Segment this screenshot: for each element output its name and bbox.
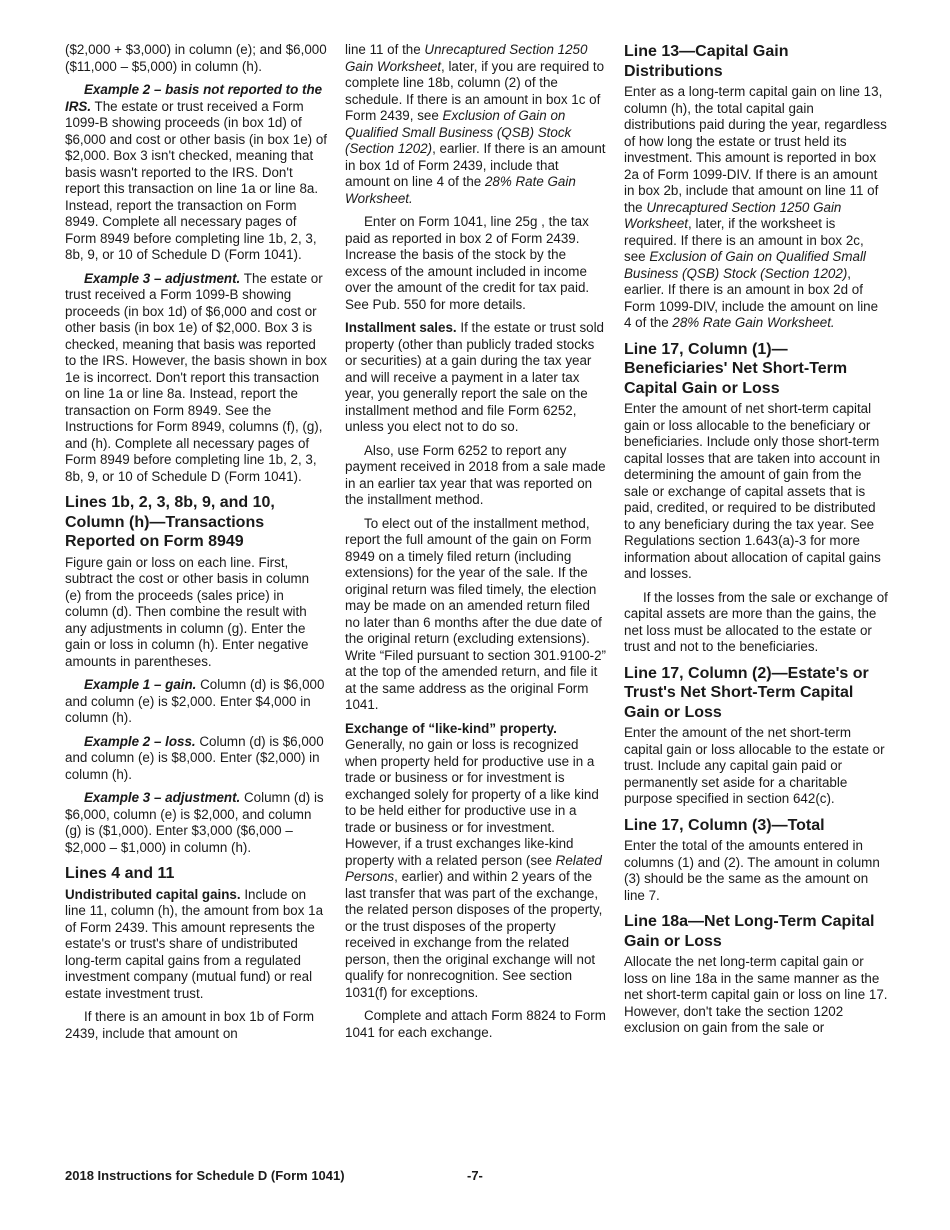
paragraph-line-18a: Allocate the net long-term capital gain or loss on line 18a in the same manner as the net short-term capital gain or loss on line 17. However, don't take the section 1202 exclusion on gain from the sale or: [624, 954, 888, 1035]
heading-line-18a: Line 18a—Net Long-Term Capital Gain or Loss: [624, 913, 875, 950]
example-label: Example 1 – gain.: [84, 677, 197, 692]
italic-reference: 28% Rate Gain Worksheet.: [672, 315, 835, 330]
column-2: [345, 42, 607, 1048]
text: , earlier) and within 2 years of the last transfer that was part of the exchange, the related person disposes of the property, or the trust disposes of the property received in exchange from the related person, then the original exchange will not qualify for nonrecognition. See section 1031(f) for exceptions.: [345, 869, 603, 1000]
text: Enter as a long-term capital gain on line 13, column (h), the total capital gain distributions paid during the year, regardless of how long the estate or trust held its investment. This amount is reported in box 2a of Form 1099-DIV. If there is an amount in box 2b, include that amount on line 11 of the: [624, 84, 887, 215]
paragraph-like-kind: [345, 721, 607, 1002]
paragraph-line-25g: Enter on Form 1041, line 25g , the tax paid as reported in box 2 of Form 2439. Increase the basis of the stock by the excess of the amount included in income over the amount of the credit for tax paid. See Pub. 550 for more details.: [345, 214, 590, 312]
example-3-adjustment-column: [65, 790, 329, 856]
example-label: Example 3 – adjustment.: [84, 790, 241, 805]
column-1: [65, 42, 329, 1049]
italic-reference: Related Persons: [345, 852, 602, 884]
paragraph-elect-out: To elect out of the installment method, report the full amount of the gain on Form 8949 on a timely filed return (including extensions) for the year of the sale. If the original return was filed timely, the election may be made on an amended return filed no later than 6 months after the due date of the original return (excluding extensions). Write “Filed pursuant to section 301.9100-2” at the top of the amended return, and file it at the same address as the original Form 1041.: [345, 515, 607, 712]
text: , later, if the worksheet is required. If there is an amount in box 2c, see: [624, 216, 864, 264]
example-text: Column (d) is $6,000, column (e) is $2,000, and column (g) is ($1,000). Enter $3,000 ($6,000 – $2,000 – $1,000) in column (h).: [65, 790, 324, 855]
italic-reference: Exclusion of Gain on Qualified Small Business (QSB) Stock (Section 1202): [624, 249, 866, 281]
example-text: Column (d) is $6,000 and column (e) is $2,000. Enter $4,000 in column (h).: [65, 677, 325, 725]
example-2-loss: [65, 734, 329, 784]
paragraph-line-13: [624, 84, 888, 332]
paragraph-text: If the estate or trust sold property (other than publicly traded stocks or securities) at a gain during the tax year and will receive a payment in a later tax year, you generally report the sale on the installment method and file Form 6252, unless you elect not to do so.: [345, 320, 605, 434]
example-text: The estate or trust received a Form 1099-B showing proceeds (in box 1d) of $6,000 and cost or other basis (in box 1e) of $2,000. Box 3 isn't checked, meaning that basis wasn't reported to the IRS. Don't report this transaction on line 1a or line 8a. Instead, report the transaction on Form 8949. Complete all necessary pages of Form 8949 before completing line 1b, 2, 3, 8b, 9, or 10 of Schedule D (Form 1041).: [65, 98, 328, 262]
text: , earlier. If there is an amount in box 2d of Form 1099-DIV, include the amount on line 4 of the: [624, 265, 879, 330]
example-1-gain: [65, 677, 329, 727]
paragraph-losses: If the losses from the sale or exchange of capital assets are more than the gains, the net loss must be allocated to the estate or trust and not to the beneficiaries.: [624, 589, 888, 654]
example-3-adjustment: [65, 271, 329, 486]
heading-line-17-column-3: Line 17, Column (3)—Total: [624, 816, 825, 834]
paragraph-figure-gain-loss: Figure gain or loss on each line. First, subtract the cost or other basis in column (e) from the proceeds (sales price) in column (d). Then combine the result with any adjustments in column (g). Enter the gain or loss in column (h). Enter negative amounts in parentheses.: [65, 554, 310, 669]
italic-reference: Exclusion of Gain on Qualified Small Business (QSB) Stock (Section 1202): [345, 108, 572, 156]
text: Generally, no gain or loss is recognized when property held for productive use in a trade or business or for investment is exchanged solely for property of a like kind to be held either for productive use in a trade or business or for investment. However, if a trust exchanges like-kind property with a related person (see: [345, 737, 599, 868]
paragraph-text: Include on line 11, column (h), the amount from box 1a of Form 2439. This amount represents the estate's or trust's share of undistributed long-term capital gains from a regulated investment company (mutual fund) or real estate investment trust.: [65, 886, 324, 1001]
paragraph-undistributed-gains: [65, 887, 329, 1003]
page-number: -7-: [467, 1168, 483, 1183]
paragraph-box-1b: If there is an amount in box 1b of Form 2439, include that amount on: [65, 1009, 314, 1041]
example-label: Example 3 – adjustment.: [84, 270, 241, 286]
paragraph-installment-sales: [345, 320, 607, 436]
paragraph-continuation: ($2,000 + $3,000) in column (e); and $6,000 ($11,000 – $5,000) in column (h).: [65, 42, 327, 74]
footer-title: 2018 Instructions for Schedule D (Form 1041): [65, 1168, 345, 1183]
text: , earlier. If there is an amount in box 1d of Form 2439, include that amount on line 4 of the: [345, 141, 606, 189]
italic-reference: Unrecaptured Section 1250 Gain Worksheet: [624, 199, 842, 231]
example-text: Column (d) is $6,000 and column (e) is $8,000. Enter ($2,000) in column (h).: [65, 733, 324, 782]
text: line 11 of the: [345, 42, 425, 57]
heading-line-17-column-2: Line 17, Column (2)—Estate's or Trust's Net Short-Term Capital Gain or Loss: [624, 664, 869, 721]
example-text: The estate or trust received a Form 1099-B showing proceeds (in box 1d) of $6,000 and cost or other basis (in box 1e) of $2,000. Box 3 is checked, meaning that basis was reported to the IRS. However, the basis shown in box 1e is incorrect. Don't report this transaction on line 1a or line 8a. Instead, report the transaction on Form 8949. See the Instructions for Form 8949, columns (f), (g), and (h). Complete all necessary pages of Form 8949 before completing line 1b, 2, 3, 8b, 9, or 10 of Schedule D (Form 1041).: [65, 270, 327, 484]
paragraph-form-8824: Complete and attach Form 8824 to Form 1041 for each exchange.: [345, 1008, 606, 1040]
run-in-heading: Installment sales.: [345, 320, 457, 335]
heading-lines-4-and-11: Lines 4 and 11: [65, 865, 175, 882]
column-3: [624, 42, 888, 1044]
italic-reference: 28% Rate Gain Worksheet.: [345, 174, 576, 206]
text: , later, if you are required to complete line 18b, column (2) of the schedule. If there is an amount in box 1c of Form 2439, see: [345, 58, 605, 123]
example-label: Example 2 – basis not reported to the IRS.: [65, 82, 323, 114]
paragraph-line-17-column-2: Enter the amount of the net short-term capital gain or loss allocable to the estate or trust. Include any capital gain paid or permanently set aside for a charitable purpose specified in section 642(c).: [624, 725, 885, 806]
heading-line-13: Line 13—Capital Gain Distributions: [624, 43, 789, 80]
run-in-heading: Undistributed capital gains.: [65, 886, 241, 902]
paragraph-line-17-column-1: Enter the amount of net short-term capital gain or loss allocable to the beneficiary or beneficiaries. Include only those short-term capital losses that are taken into account in determining the amount of gain from the sale or exchange of capital assets that is paid, credited, or required to be distributed to any beneficiary during the tax year. See Regulations section 1.643(a)-3 for more information about allocation of capital gains and losses.: [624, 401, 881, 581]
example-label: Example 2 – loss.: [84, 733, 196, 749]
heading-lines-1b-transactions: Lines 1b, 2, 3, 8b, 9, and 10, Column (h)—Transactions Reported on Form 8949: [65, 494, 275, 550]
example-2-basis-not-reported: [65, 82, 329, 264]
paragraph-form-6252: Also, use Form 6252 to report any payment received in 2018 from a sale made in an earlier tax year that was reported on the installment method.: [345, 442, 606, 507]
heading-line-17-column-1: Line 17, Column (1)—Beneficiaries' Net Short-Term Capital Gain or Loss: [624, 340, 848, 397]
paragraph-form-2439: [345, 42, 607, 207]
paragraph-line-17-column-3: Enter the total of the amounts entered in columns (1) and (2). The amount in column (3) should be the same as the amount on line 7.: [624, 838, 880, 903]
run-in-heading: Exchange of “like-kind” property.: [345, 720, 557, 736]
italic-reference: Unrecaptured Section 1250 Gain Worksheet: [345, 42, 588, 74]
